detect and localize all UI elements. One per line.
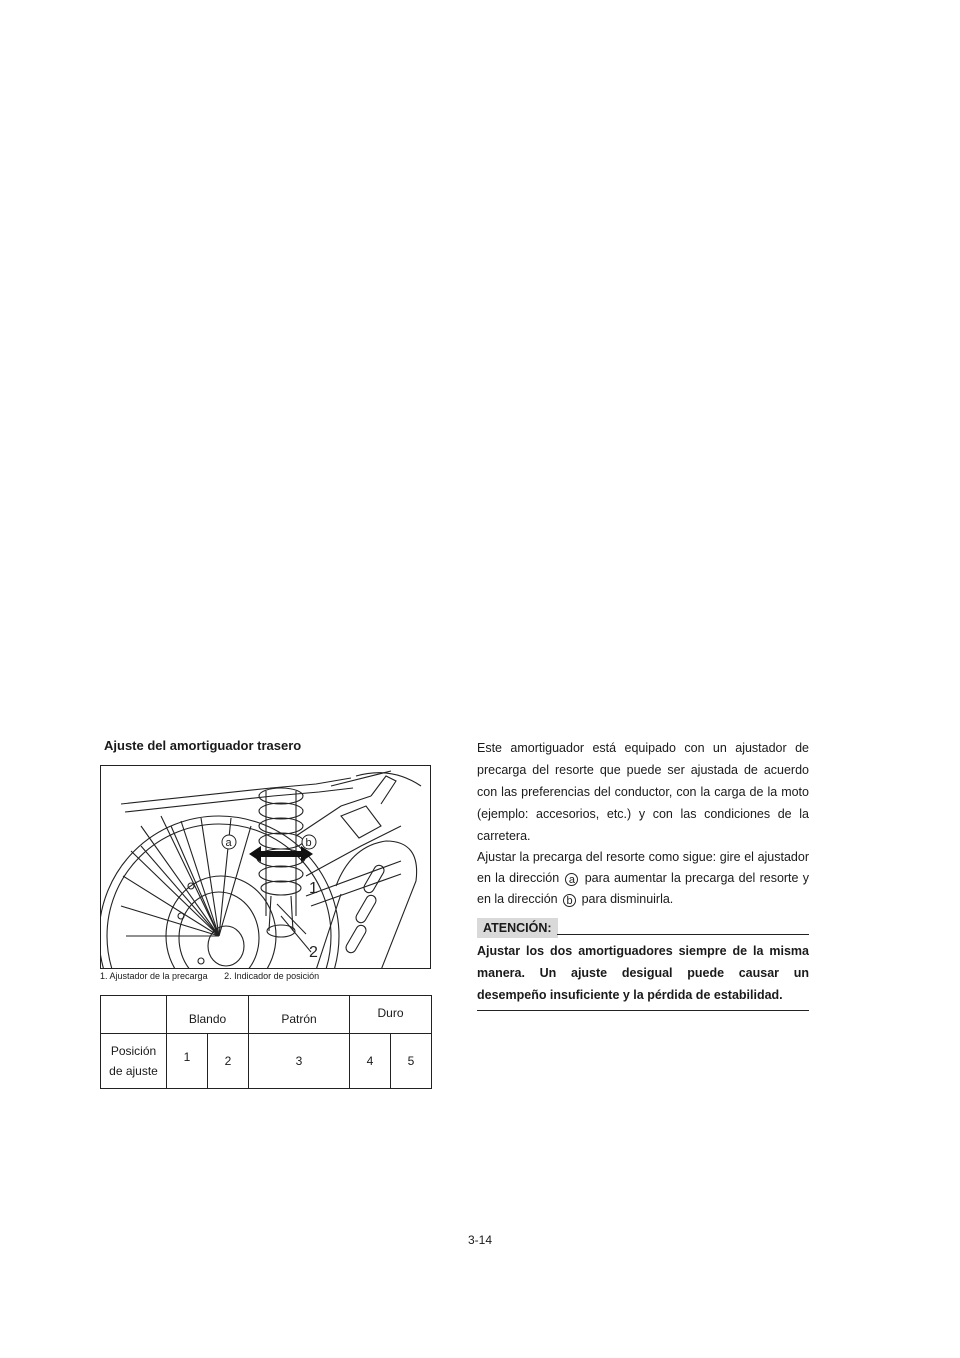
- paragraph-instructions: Ajustar la precarga del resorte como sigue: gire el ajustador en la dirección a para aumentar la precarga del resorte y en la dirección b para disminuirla.: [477, 850, 809, 907]
- position-cell: 2: [208, 1034, 249, 1089]
- position-cell: 3: [249, 1034, 350, 1089]
- label-1: 1: [309, 880, 318, 897]
- group-hard: Duro: [350, 996, 432, 1034]
- group-soft: Blando: [167, 996, 249, 1034]
- caution-header: [477, 918, 809, 938]
- paragraph-description: Este amortiguador está equipado con un ajustador de precarga del resorte que puede ser ajustada de acuerdo con las preferencias del conductor, con la carga de la moto (ejemplo: accesorios, etc.) y con las condiciones de la carretera.: [477, 741, 809, 843]
- caution-label: ATENCIÓN:: [477, 918, 558, 938]
- page-number: 3-14: [467, 1233, 493, 1247]
- shock-absorber-illustration: [100, 765, 431, 969]
- figure-captions: [100, 971, 333, 981]
- caption-2: 2. Indicador de posición: [224, 971, 320, 981]
- table-corner-cell: [101, 996, 167, 1034]
- label-2: 2: [309, 944, 318, 961]
- row-header: Posición de ajuste: [101, 1034, 167, 1089]
- caution-rule: [557, 934, 809, 935]
- position-cell: 4: [350, 1034, 391, 1089]
- caution-text: Ajustar los dos amortiguadores siempre de la misma manera. Un ajuste desigual puede causar un desempeño insuficiente y la pérdida de estabilidad.: [477, 944, 809, 1002]
- position-cell: 1: [167, 1034, 208, 1089]
- marker-b: b: [563, 894, 576, 907]
- marker-a: a: [565, 873, 578, 886]
- section-title: Ajuste del amortiguador trasero: [104, 738, 302, 753]
- illustration-svg: [101, 766, 431, 969]
- adjustment-table: [100, 995, 432, 1089]
- caution-bottom-rule: [477, 1010, 809, 1011]
- caption-1: 1. Ajustador de la precarga: [100, 971, 208, 981]
- instructions-column: [477, 737, 809, 1011]
- group-standard: Patrón: [249, 996, 350, 1034]
- label-b: b: [305, 837, 312, 849]
- position-cell: 5: [391, 1034, 432, 1089]
- label-a: a: [225, 837, 232, 849]
